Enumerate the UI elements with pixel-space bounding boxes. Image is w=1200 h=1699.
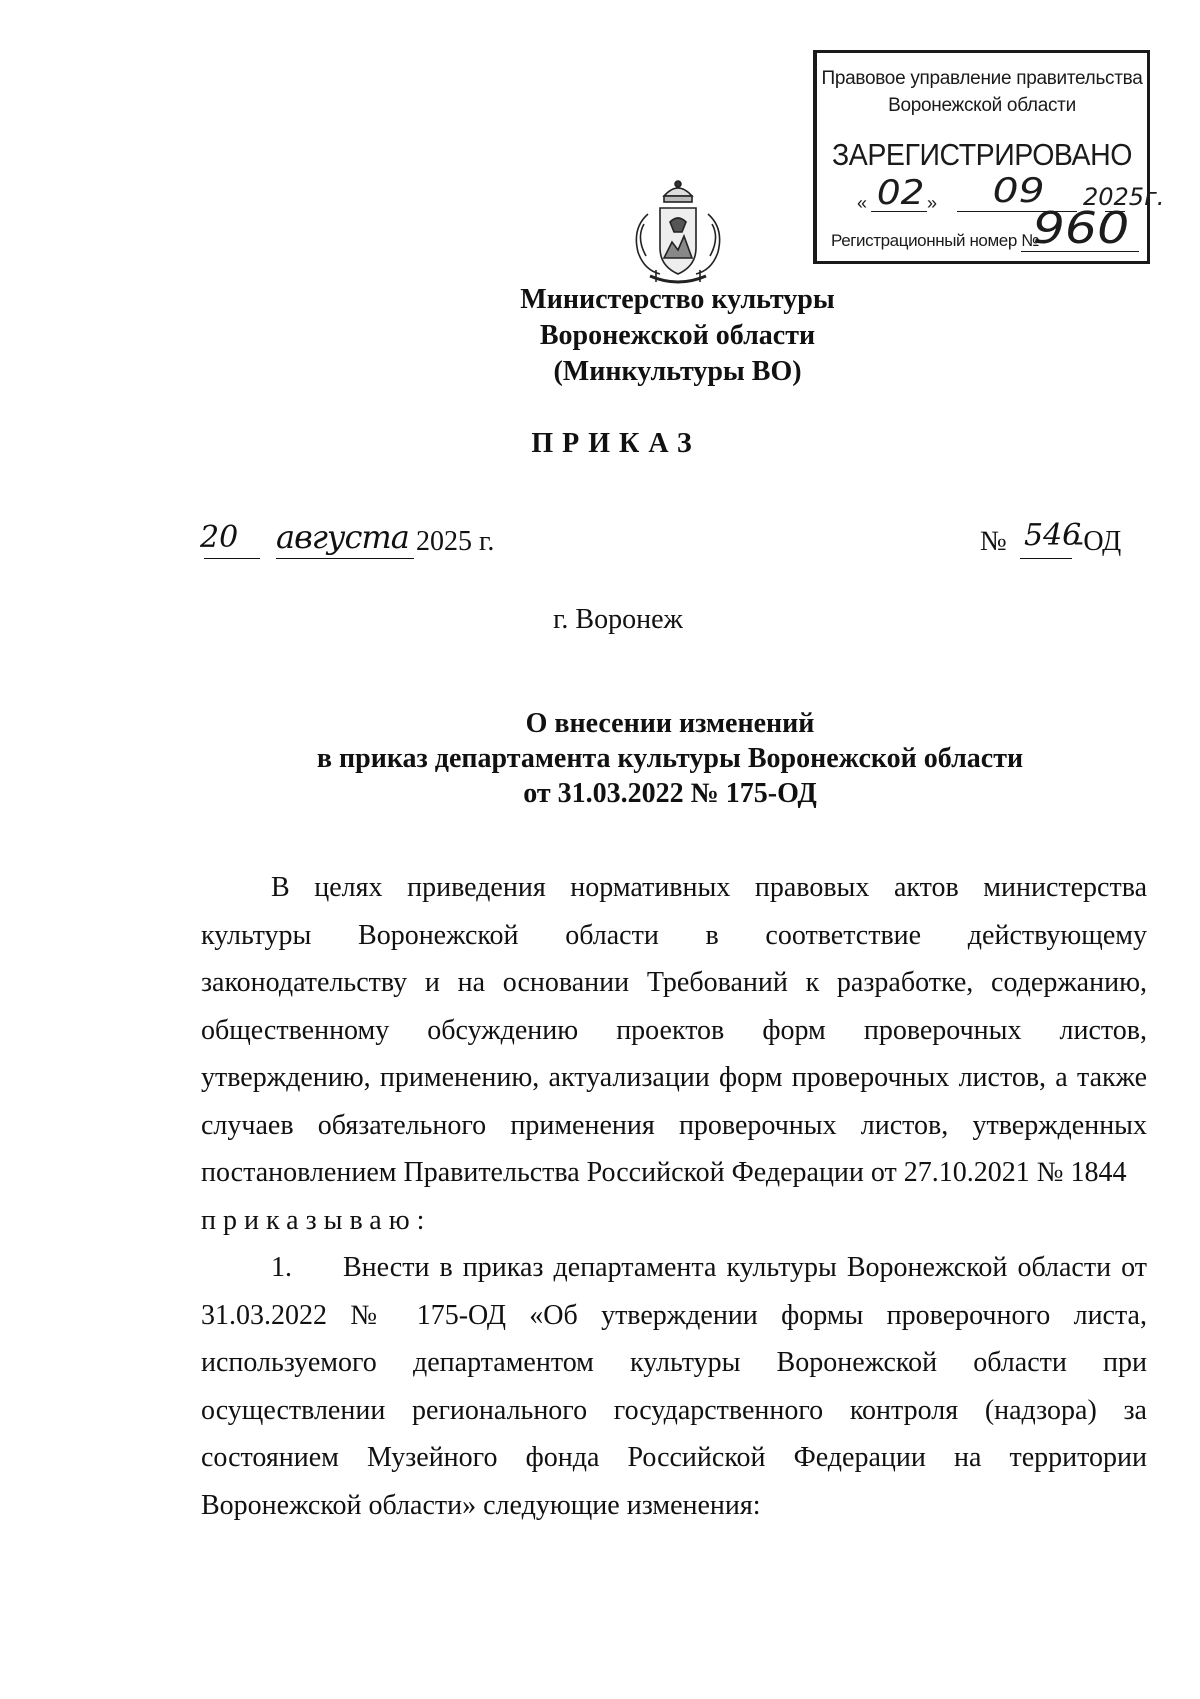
subject-line-1: О внесении изменений [525,708,815,739]
order-number-value: 546 [1024,518,1082,553]
order-number [980,518,1180,576]
ministry-short-name: (Минкультуры ВО) [553,356,802,387]
stamp-quote-close: » [927,193,938,213]
date-day-underline [204,558,260,559]
stamp-registered-label: ЗАРЕГИСТРИРОВАНО [832,137,1132,172]
ministry-region: Воронежской области [539,320,816,351]
stamp-quote-open: « [857,193,868,213]
order-subject [0,706,1200,811]
order-number-prefix: № [980,526,1007,557]
list-item [201,1244,1147,1529]
order-body [201,864,1147,1529]
stamp-organization: Правовое управление правительства Воронежской области [821,68,1143,116]
ministry-name: Министерство культуры [520,284,835,315]
ministry-header [0,282,1200,390]
order-month: августа [276,518,409,556]
order-number-suffix: -ОД [1074,526,1122,557]
document-type-title: ПРИКАЗ [531,428,701,459]
order-word: приказываю: [201,1204,432,1236]
item-number: 1. [271,1252,292,1283]
subject-line-2: в приказ департамента культуры Воронежской области [316,743,1024,774]
order-year: 2025 г. [416,526,495,557]
item-text: Внести в приказ департамента культуры Воронежской области от 31.03.2022 № 175-ОД «Об утверждении формы проверочного листа, используемого департаментом культуры Воронежской области при осуществлении регионального государственного контроля (надзора) за состоянием Музейного фонда Российской Федерации на территории Воронежской области» следующие изменения: [201,1252,1147,1521]
stamp-day: 02 [876,173,925,213]
date-month-underline [276,558,414,559]
order-date [200,520,500,570]
registration-stamp [813,50,1165,264]
stamp-reg-number-label: Регистрационный номер № [831,231,1040,250]
subject-line-3: от 31.03.2022 № 175-ОД [523,778,817,809]
order-day: 20 [200,520,239,555]
stamp-month: 09 [992,171,1045,211]
order-city: г. Воронеж [553,604,683,635]
order-number-underline [1020,558,1072,559]
stamp-year: 2025г. [1083,183,1165,211]
coat-of-arms-icon [626,178,730,290]
stamp-reg-number: 960 [1032,203,1130,254]
preamble-paragraph: В целях приведения нормативных правовых актов министерства культуры Воронежской области в соответствие действующему законодательству и на основании Требований к разработке, содержанию, общественному обсуждению проектов форм проверочных листов, утверждению, применению, актуализации форм проверочных листов, а также случаев обязательного применения проверочных листов, утвержденных постановлением Правительства Российской Федерации от 27.10.2021 № 1844 [201,872,1147,1188]
